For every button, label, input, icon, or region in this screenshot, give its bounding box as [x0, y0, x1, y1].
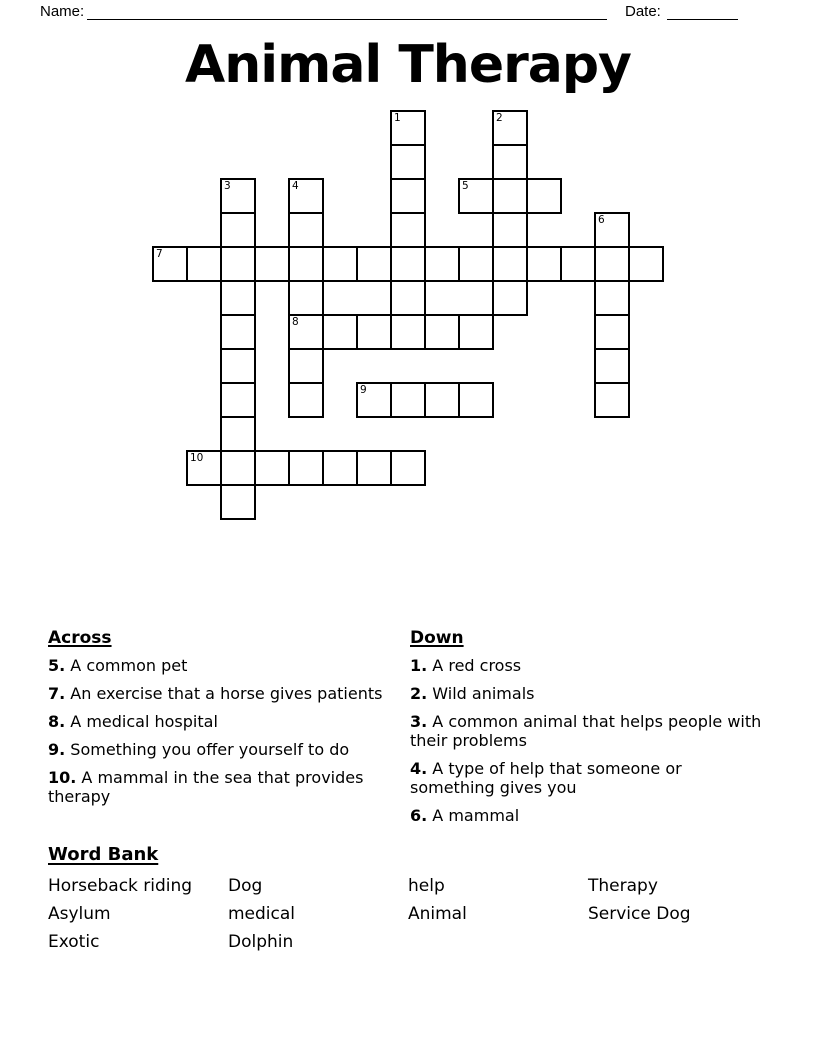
grid-cell	[288, 280, 324, 316]
word-bank-columns	[48, 872, 768, 956]
grid-cell	[220, 450, 256, 486]
grid-cell	[254, 246, 290, 282]
word-bank-column	[588, 872, 768, 956]
grid-cell	[594, 280, 630, 316]
grid-cell	[526, 246, 562, 282]
grid-cell	[322, 246, 358, 282]
clue-number: 5.	[48, 656, 66, 675]
clue-number: 10.	[48, 768, 77, 787]
grid-cell	[628, 246, 664, 282]
word-bank-item: Horseback riding	[48, 876, 193, 896]
grid-cell	[288, 348, 324, 384]
name-label: Name:	[40, 3, 85, 20]
grid-cell	[492, 212, 528, 248]
grid-cell	[220, 178, 256, 214]
grid-cell-number: 4	[292, 180, 299, 192]
clue-text: A type of help that someone or something gives you	[410, 759, 682, 797]
grid-cell	[220, 314, 256, 350]
grid-cell	[288, 382, 324, 418]
word-bank-item: Service Dog	[588, 904, 691, 924]
grid-cell	[186, 450, 222, 486]
grid-cell	[390, 382, 426, 418]
grid-cell	[288, 212, 324, 248]
grid-cell	[424, 382, 460, 418]
grid-cell	[288, 314, 324, 350]
grid-cell	[390, 212, 426, 248]
clue-item	[48, 768, 400, 806]
word-bank-column	[408, 872, 588, 956]
grid-cell-number: 2	[496, 112, 503, 124]
word-bank-item: Asylum	[48, 904, 111, 924]
grid-cell	[356, 450, 392, 486]
grid-cell	[288, 246, 324, 282]
grid-cell	[424, 314, 460, 350]
grid-cell-number: 7	[156, 248, 163, 260]
grid-cell	[220, 416, 256, 452]
clue-number: 1.	[410, 656, 428, 675]
grid-cell	[322, 314, 358, 350]
grid-cell	[220, 280, 256, 316]
grid-cell	[492, 280, 528, 316]
grid-cell	[186, 246, 222, 282]
grid-cell	[526, 178, 562, 214]
clue-item	[410, 759, 762, 797]
clue-number: 9.	[48, 740, 66, 759]
name-blank-line	[87, 2, 607, 20]
clue-item	[48, 712, 400, 731]
grid-cell-number: 10	[190, 452, 204, 464]
grid-cell	[594, 314, 630, 350]
word-bank-item: Dolphin	[228, 932, 294, 952]
grid-cell	[152, 246, 188, 282]
grid-cell	[390, 110, 426, 146]
clue-item	[410, 806, 762, 825]
grid-cell	[288, 178, 324, 214]
clue-number: 7.	[48, 684, 66, 703]
grid-cell	[594, 212, 630, 248]
word-bank-item: medical	[228, 904, 296, 924]
clue-text: A common pet	[65, 656, 188, 675]
across-heading: Across	[48, 628, 112, 648]
word-bank-item: Dog	[228, 876, 263, 896]
grid-cell-number: 9	[360, 384, 367, 396]
grid-cell-number: 1	[394, 112, 401, 124]
clue-text: A common animal that helps people with their problems	[410, 712, 762, 750]
grid-cell	[492, 110, 528, 146]
page-title: Animal Therapy	[185, 35, 631, 95]
clue-number: 8.	[48, 712, 66, 731]
grid-cell	[356, 246, 392, 282]
word-bank-column	[228, 872, 408, 956]
grid-cell	[594, 382, 630, 418]
clue-item	[410, 684, 762, 703]
date-blank-line	[667, 2, 738, 20]
grid-cell	[390, 450, 426, 486]
grid-cell	[492, 246, 528, 282]
grid-cell	[220, 382, 256, 418]
word-bank-column	[48, 872, 228, 956]
word-bank-item: Animal	[408, 904, 467, 924]
across-clue-list	[48, 656, 400, 806]
word-bank-item: Exotic	[48, 932, 100, 952]
clue-number: 2.	[410, 684, 428, 703]
clue-text: A medical hospital	[65, 712, 218, 731]
grid-cell	[560, 246, 596, 282]
grid-cell	[220, 212, 256, 248]
clue-text: A mammal	[427, 806, 520, 825]
grid-cell	[220, 246, 256, 282]
grid-cell	[458, 178, 494, 214]
clue-number: 6.	[410, 806, 428, 825]
clue-item	[48, 656, 400, 675]
grid-cell	[288, 450, 324, 486]
grid-cell	[390, 246, 426, 282]
grid-cell-number: 6	[598, 214, 605, 226]
word-bank-section	[48, 844, 768, 956]
clue-text: An exercise that a horse gives patients	[65, 684, 383, 703]
clue-item	[410, 656, 762, 675]
clue-number: 3.	[410, 712, 428, 731]
grid-cell-number: 3	[224, 180, 231, 192]
down-clue-list	[410, 656, 762, 825]
clue-item	[48, 740, 400, 759]
word-bank-item: help	[408, 876, 445, 896]
grid-cell	[458, 382, 494, 418]
grid-cell	[424, 246, 460, 282]
clue-text: Something you offer yourself to do	[65, 740, 350, 759]
clue-item	[410, 712, 762, 750]
across-clues-section	[48, 628, 400, 815]
grid-cell-number: 5	[462, 180, 469, 192]
clue-text: A red cross	[427, 656, 522, 675]
clue-item	[48, 684, 400, 703]
clue-number: 4.	[410, 759, 428, 778]
clue-text: Wild animals	[427, 684, 535, 703]
grid-cell	[458, 314, 494, 350]
grid-cell	[356, 382, 392, 418]
down-clues-section	[410, 628, 762, 834]
grid-cell	[594, 348, 630, 384]
grid-cell	[492, 144, 528, 180]
grid-cell	[254, 450, 290, 486]
grid-cell	[390, 314, 426, 350]
grid-cell	[458, 246, 494, 282]
clue-text: A mammal in the sea that provides therapy	[48, 768, 364, 806]
grid-cell	[390, 144, 426, 180]
word-bank-heading: Word Bank	[48, 844, 159, 865]
word-bank-item: Therapy	[588, 876, 658, 896]
grid-cell	[220, 348, 256, 384]
grid-cell	[594, 246, 630, 282]
grid-cell	[220, 484, 256, 520]
grid-cell	[390, 280, 426, 316]
date-label: Date:	[625, 3, 661, 20]
grid-cell-number: 8	[292, 316, 299, 328]
grid-cell	[356, 314, 392, 350]
grid-cell	[390, 178, 426, 214]
down-heading: Down	[410, 628, 464, 648]
grid-cell	[492, 178, 528, 214]
grid-cell	[322, 450, 358, 486]
